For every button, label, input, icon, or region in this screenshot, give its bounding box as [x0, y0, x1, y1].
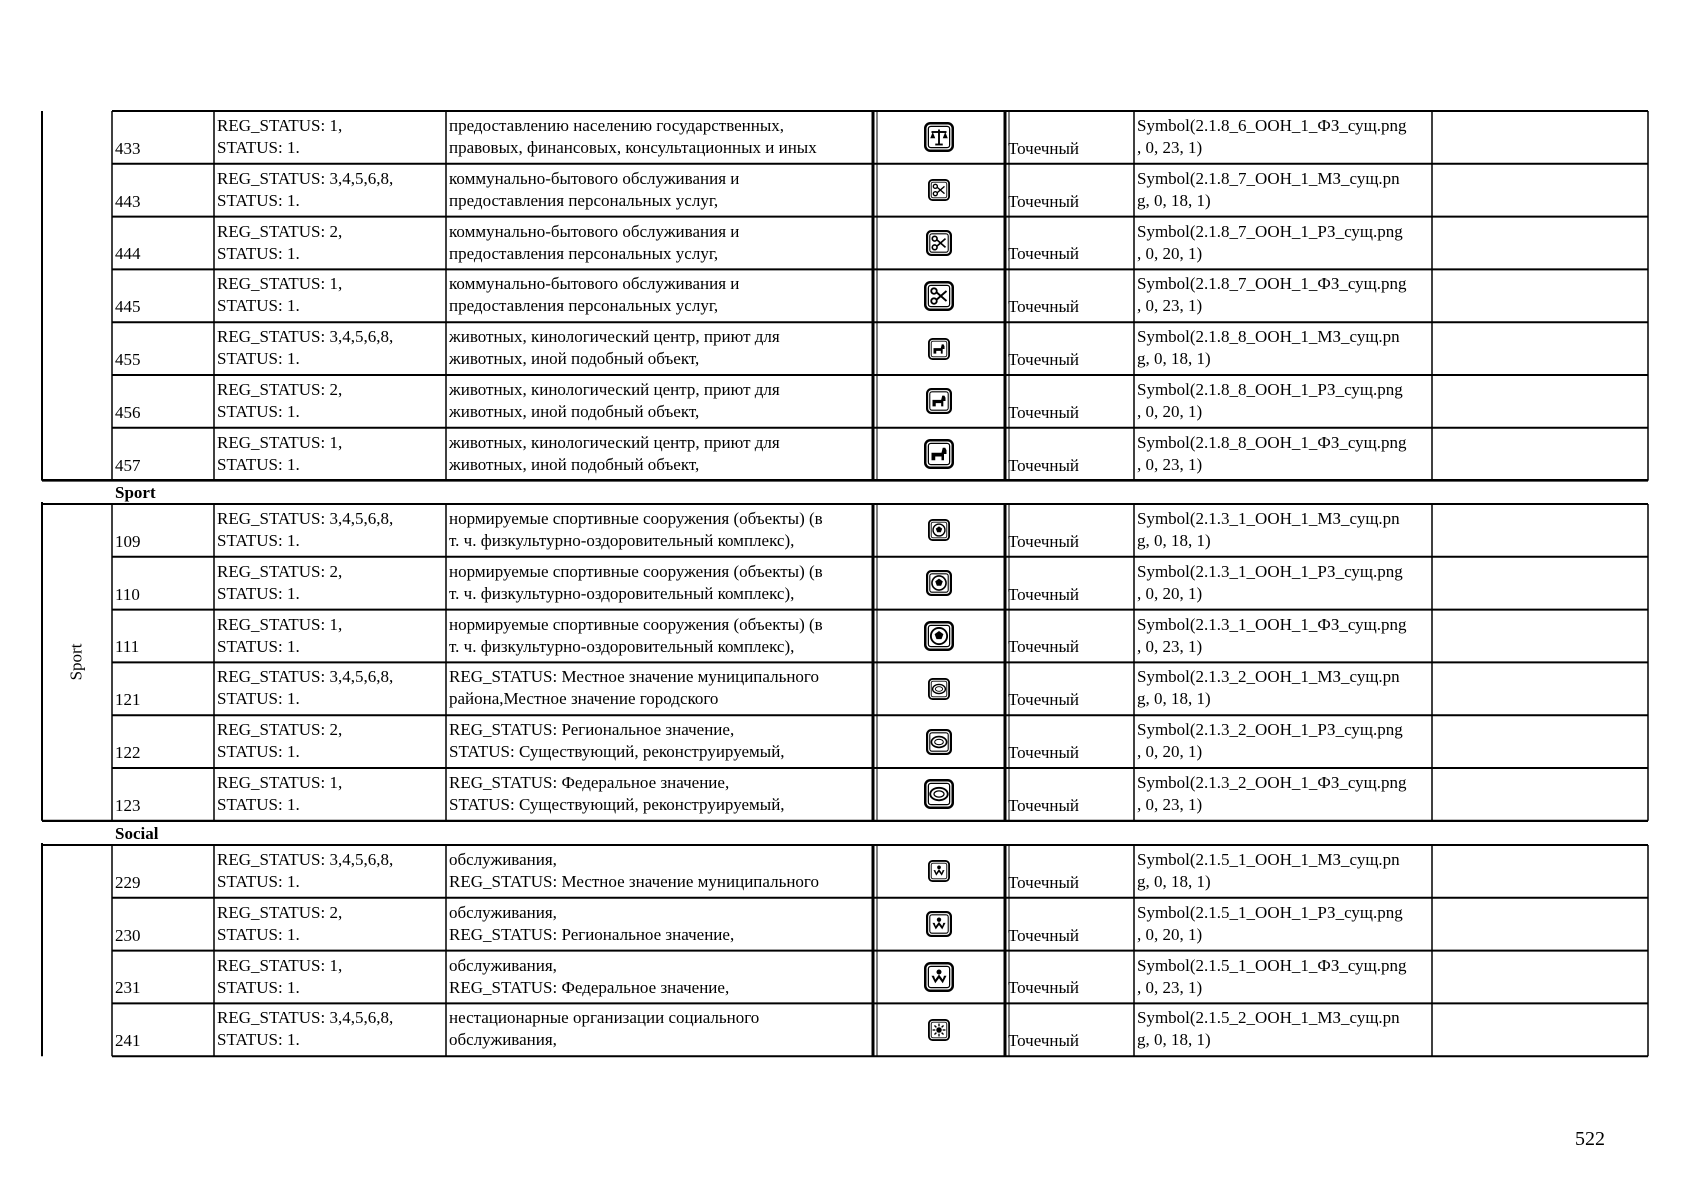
status-cell-line: REG_STATUS: 3,4,5,6,8,	[217, 850, 394, 869]
geometry-type-line: Точечный	[1008, 455, 1080, 475]
status-cell-line: STATUS: 1.	[217, 243, 300, 263]
status-cell-line: STATUS: 1.	[217, 924, 300, 944]
geometry-type-line: Точечный	[1008, 743, 1080, 762]
status-cell-line: REG_STATUS: 2,	[217, 380, 343, 399]
geometry-type-line: Точечный	[1008, 978, 1080, 998]
symbol-cell	[873, 662, 1005, 715]
geometry-type-line: Точечный	[1008, 1031, 1080, 1051]
row-id-line: 455	[115, 350, 141, 369]
description-cell-line: предоставления персональных услуг,	[449, 243, 719, 263]
row-id-line: 110	[115, 584, 140, 604]
status-cell-line: REG_STATUS: 2,	[217, 902, 343, 922]
row-id	[112, 243, 214, 267]
description-cell	[446, 273, 873, 322]
symbol-expression	[1134, 772, 1432, 821]
geometry-type	[1005, 636, 1134, 660]
description-cell	[446, 614, 873, 663]
row-id	[112, 977, 214, 1001]
symbol-expression	[1134, 561, 1432, 610]
description-cell-line: т. ч. физкультурно-оздоровительный комплекс),	[449, 531, 795, 550]
symbol-expression	[1134, 614, 1432, 663]
geometry-type	[1005, 977, 1134, 1001]
status-cell-line: REG_STATUS: 1,	[217, 614, 343, 634]
description-cell-line: т. ч. физкультурно-оздоровительный комплекс),	[449, 583, 795, 603]
symbol-expression	[1134, 221, 1432, 270]
geometry-type-line: Точечный	[1008, 690, 1080, 710]
status-cell-line: STATUS: 1.	[217, 1030, 300, 1050]
dog-icon	[928, 338, 950, 360]
status-cell-line: REG_STATUS: 2,	[217, 561, 343, 581]
description-cell	[446, 849, 873, 898]
hands-icon	[926, 911, 952, 937]
row-id	[112, 191, 214, 215]
symbol-expression	[1134, 955, 1432, 1004]
description-cell-line: правовых, финансовых, консультационных и иных	[449, 138, 817, 157]
status-cell-line: STATUS: 1.	[217, 977, 300, 997]
symbol-cell	[873, 111, 1005, 164]
symbol-expression-line: g, 0, 18, 1)	[1137, 531, 1211, 550]
status-cell-line: STATUS: 1.	[217, 138, 300, 157]
symbol-expression-line: Symbol(2.1.3_1_ООН_1_МЗ_сущ.pn	[1137, 509, 1400, 528]
stadium-icon	[926, 729, 952, 755]
description-cell-line: обслуживания,	[449, 850, 557, 869]
symbol-cell	[873, 217, 1005, 270]
row-id	[112, 455, 214, 479]
description-cell-line: обслуживания,	[449, 902, 557, 922]
description-cell	[446, 666, 873, 715]
status-cell-line: STATUS: 1.	[217, 795, 300, 814]
row-id	[112, 531, 214, 555]
symbol-cell	[873, 269, 1005, 322]
description-cell	[446, 168, 873, 217]
description-cell	[446, 902, 873, 951]
row-id-line: 443	[115, 191, 141, 211]
geometry-type-line: Точечный	[1008, 872, 1080, 892]
symbol-expression	[1134, 902, 1432, 951]
description-cell-line: REG_STATUS: Местное значение муниципального	[449, 667, 819, 687]
geometry-type-line: Точечный	[1008, 402, 1080, 422]
geometry-type	[1005, 243, 1134, 267]
status-cell-line: STATUS: 1.	[217, 872, 300, 891]
status-cell	[214, 115, 446, 164]
status-cell-line: STATUS: 1.	[217, 454, 300, 474]
description-cell-line: обслуживания,	[449, 1030, 557, 1050]
symbol-expression-line: , 0, 20, 1)	[1137, 583, 1203, 603]
geometry-type	[1005, 742, 1134, 766]
section-header-line: Social	[115, 824, 159, 843]
description-cell	[446, 955, 873, 1004]
status-cell-line: STATUS: 1.	[217, 689, 300, 709]
symbol-cell	[873, 428, 1005, 481]
description-cell-line: REG_STATUS: Региональное значение,	[449, 924, 735, 944]
description-cell-line: животных, иной подобный объект,	[449, 349, 700, 369]
row-id	[112, 584, 214, 608]
status-cell	[214, 955, 446, 1004]
ball-icon	[924, 621, 954, 651]
symbol-expression-line: Symbol(2.1.3_1_ООН_1_РЗ_сущ.png	[1137, 561, 1403, 581]
status-cell	[214, 432, 446, 481]
description-cell	[446, 772, 873, 821]
description-cell	[446, 508, 873, 557]
row-id-line: 121	[115, 690, 141, 710]
description-cell-line: животных, кинологический центр, приют для	[449, 432, 780, 452]
status-cell-line: REG_STATUS: 3,4,5,6,8,	[217, 509, 394, 528]
description-cell-line: коммунально-бытового обслуживания и	[449, 274, 740, 294]
geometry-type	[1005, 349, 1134, 373]
row-id-line: 456	[115, 402, 141, 422]
geometry-type	[1005, 795, 1134, 819]
symbol-expression	[1134, 849, 1432, 898]
description-cell-line: REG_STATUS: Местное значение муниципального	[449, 872, 819, 891]
row-id	[112, 138, 214, 162]
status-cell	[214, 221, 446, 270]
sun-icon	[928, 1019, 950, 1041]
symbol-expression-line: Symbol(2.1.5_1_ООН_1_РЗ_сущ.png	[1137, 902, 1403, 922]
geometry-type-line: Точечный	[1008, 244, 1080, 264]
symbol-expression-line: Symbol(2.1.8_8_ООН_1_ФЗ_сущ.png	[1137, 432, 1407, 452]
scissors-icon	[926, 230, 952, 256]
status-cell	[214, 666, 446, 715]
symbol-cell	[873, 504, 1005, 557]
geometry-type-line: Точечный	[1008, 531, 1080, 551]
hands-icon	[924, 962, 954, 992]
description-cell-line: нестационарные организации социального	[449, 1008, 760, 1028]
status-cell	[214, 719, 446, 768]
geometry-type	[1005, 455, 1134, 479]
row-id	[112, 296, 214, 320]
symbol-expression-line: g, 0, 18, 1)	[1137, 1030, 1211, 1050]
description-cell-line: нормируемые спортивные сооружения (объекты) (в	[449, 561, 823, 581]
symbol-expression	[1134, 719, 1432, 768]
status-cell-line: REG_STATUS: 3,4,5,6,8,	[217, 327, 394, 347]
symbol-cell	[873, 1003, 1005, 1056]
symbol-expression	[1134, 326, 1432, 375]
geometry-type	[1005, 872, 1134, 896]
geometry-type	[1005, 296, 1134, 320]
symbol-expression-line: Symbol(2.1.5_1_ООН_1_МЗ_сущ.pn	[1137, 850, 1400, 869]
symbol-cell	[873, 951, 1005, 1004]
row-id	[112, 795, 214, 819]
symbol-cell	[873, 845, 1005, 898]
description-cell-line: REG_STATUS: Региональное значение,	[449, 720, 735, 740]
scissors-icon	[928, 179, 950, 201]
status-cell	[214, 1007, 446, 1056]
section-header	[112, 823, 512, 845]
geometry-type-line: Точечный	[1008, 637, 1080, 657]
dog-icon	[924, 439, 954, 469]
symbol-expression-line: , 0, 23, 1)	[1137, 138, 1203, 157]
description-cell	[446, 326, 873, 375]
row-id	[112, 636, 214, 660]
description-cell-line: т. ч. физкультурно-оздоровительный комплекс),	[449, 636, 795, 656]
description-cell-line: коммунально-бытового обслуживания и	[449, 221, 740, 241]
geometry-type-line: Точечный	[1008, 925, 1080, 945]
geometry-type-line: Точечный	[1008, 584, 1080, 604]
geometry-type-line: Точечный	[1008, 795, 1080, 815]
symbol-cell	[873, 898, 1005, 951]
description-cell	[446, 719, 873, 768]
status-cell-line: STATUS: 1.	[217, 349, 300, 369]
symbol-cell	[873, 610, 1005, 663]
description-cell	[446, 1007, 873, 1056]
row-id-line: 229	[115, 872, 141, 892]
description-cell-line: предоставления персональных услуг,	[449, 296, 719, 316]
status-cell-line: REG_STATUS: 1,	[217, 116, 343, 135]
geometry-type	[1005, 689, 1134, 713]
symbol-expression-line: g, 0, 18, 1)	[1137, 349, 1211, 369]
status-cell	[214, 614, 446, 663]
status-cell-line: STATUS: 1.	[217, 190, 300, 210]
ball-icon	[926, 570, 952, 596]
geometry-type-line: Точечный	[1008, 191, 1080, 211]
row-id-line: 109	[115, 531, 141, 551]
status-cell-line: STATUS: 1.	[217, 583, 300, 603]
geometry-type-line: Точечный	[1008, 297, 1080, 317]
stadium-icon	[928, 678, 950, 700]
geometry-type	[1005, 531, 1134, 555]
symbol-cell	[873, 322, 1005, 375]
status-cell-line: REG_STATUS: 3,4,5,6,8,	[217, 168, 394, 188]
geometry-type	[1005, 191, 1134, 215]
description-cell-line: REG_STATUS: Федеральное значение,	[449, 773, 730, 792]
symbol-expression	[1134, 666, 1432, 715]
status-cell	[214, 772, 446, 821]
description-cell	[446, 221, 873, 270]
row-id-line: 230	[115, 925, 141, 945]
symbol-cell	[873, 557, 1005, 610]
row-id-line: 231	[115, 978, 141, 998]
scissors-icon	[924, 281, 954, 311]
symbol-expression-line: Symbol(2.1.5_1_ООН_1_ФЗ_сущ.png	[1137, 955, 1407, 975]
row-id	[112, 1030, 214, 1054]
symbol-expression	[1134, 379, 1432, 428]
section-header	[112, 482, 512, 504]
stadium-icon	[924, 779, 954, 809]
description-cell-line: предоставления персональных услуг,	[449, 190, 719, 210]
status-cell	[214, 273, 446, 322]
symbol-expression-line: Symbol(2.1.3_1_ООН_1_ФЗ_сущ.png	[1137, 614, 1407, 634]
row-id	[112, 872, 214, 896]
description-cell-line: REG_STATUS: Федеральное значение,	[449, 977, 730, 997]
description-cell-line: животных, кинологический центр, приют для	[449, 380, 780, 399]
symbol-expression-line: g, 0, 18, 1)	[1137, 872, 1211, 891]
symbol-expression-line: , 0, 20, 1)	[1137, 402, 1203, 421]
symbol-expression-line: Symbol(2.1.8_7_ООН_1_РЗ_сущ.png	[1137, 221, 1403, 241]
scales-icon	[924, 122, 954, 152]
symbol-expression-line: Symbol(2.1.8_8_ООН_1_РЗ_сущ.png	[1137, 380, 1403, 399]
symbol-expression-line: Symbol(2.1.8_6_ООН_1_ФЗ_сущ.png	[1137, 116, 1407, 135]
status-cell-line: REG_STATUS: 1,	[217, 274, 343, 294]
dog-icon	[926, 388, 952, 414]
status-cell-line: REG_STATUS: 1,	[217, 432, 343, 452]
symbol-expression-line: Symbol(2.1.3_2_ООН_1_РЗ_сущ.png	[1137, 720, 1403, 740]
symbol-expression-line: , 0, 20, 1)	[1137, 742, 1203, 762]
symbol-expression-line: , 0, 20, 1)	[1137, 243, 1203, 263]
status-cell-line: STATUS: 1.	[217, 742, 300, 762]
symbol-expression-line: Symbol(2.1.3_2_ООН_1_МЗ_сущ.pn	[1137, 667, 1400, 687]
status-cell-line: REG_STATUS: 1,	[217, 773, 343, 792]
description-cell	[446, 561, 873, 610]
status-cell-line: STATUS: 1.	[217, 296, 300, 316]
geometry-type	[1005, 584, 1134, 608]
description-cell-line: района,Местное значение городского	[449, 689, 719, 709]
symbol-cell	[873, 715, 1005, 768]
row-id-line: 123	[115, 795, 141, 815]
symbol-expression-line: , 0, 23, 1)	[1137, 977, 1203, 997]
status-cell-line: REG_STATUS: 2,	[217, 221, 343, 241]
symbol-expression	[1134, 273, 1432, 322]
description-cell-line: коммунально-бытового обслуживания и	[449, 168, 740, 188]
symbol-expression-line: , 0, 23, 1)	[1137, 454, 1203, 474]
row-id	[112, 402, 214, 426]
symbol-expression-line: , 0, 23, 1)	[1137, 296, 1203, 316]
symbol-expression	[1134, 115, 1432, 164]
status-cell-line: REG_STATUS: 1,	[217, 955, 343, 975]
description-cell-line: STATUS: Существующий, реконструируемый,	[449, 742, 785, 762]
symbol-expression-line: g, 0, 18, 1)	[1137, 190, 1211, 210]
page-number: 522	[1575, 1128, 1605, 1150]
geometry-type-line: Точечный	[1008, 138, 1080, 158]
geometry-type	[1005, 402, 1134, 426]
symbol-cell	[873, 164, 1005, 217]
status-cell-line: STATUS: 1.	[217, 402, 300, 421]
symbol-expression-line: , 0, 20, 1)	[1137, 924, 1203, 944]
description-cell	[446, 432, 873, 481]
status-cell-line: REG_STATUS: 3,4,5,6,8,	[217, 1008, 394, 1028]
status-cell	[214, 508, 446, 557]
symbol-cell	[873, 375, 1005, 428]
symbol-expression-line: Symbol(2.1.3_2_ООН_1_ФЗ_сущ.png	[1137, 773, 1407, 792]
status-cell-line: REG_STATUS: 3,4,5,6,8,	[217, 667, 394, 687]
description-cell-line: обслуживания,	[449, 955, 557, 975]
row-id	[112, 689, 214, 713]
description-cell-line: нормируемые спортивные сооружения (объекты) (в	[449, 509, 823, 528]
status-cell	[214, 902, 446, 951]
description-cell-line: животных, иной подобный объект,	[449, 454, 700, 474]
geometry-type-line: Точечный	[1008, 350, 1080, 369]
status-cell	[214, 168, 446, 217]
status-cell-line: REG_STATUS: 2,	[217, 720, 343, 740]
symbol-cell	[873, 768, 1005, 821]
status-cell-line: STATUS: 1.	[217, 531, 300, 550]
row-id-line: 122	[115, 743, 141, 762]
description-cell-line: предоставлению населению государственных,	[449, 116, 785, 135]
description-cell	[446, 115, 873, 164]
row-id-line: 445	[115, 297, 141, 317]
status-cell	[214, 561, 446, 610]
symbol-expression-line: Symbol(2.1.8_7_ООН_1_МЗ_сущ.pn	[1137, 168, 1400, 188]
status-cell	[214, 379, 446, 428]
symbol-expression-line: Symbol(2.1.8_7_ООН_1_ФЗ_сущ.png	[1137, 274, 1407, 294]
description-cell	[446, 379, 873, 428]
description-cell-line: нормируемые спортивные сооружения (объекты) (в	[449, 614, 823, 634]
row-id-line: 444	[115, 244, 141, 264]
status-cell	[214, 326, 446, 375]
symbol-expression	[1134, 1007, 1432, 1056]
geometry-type	[1005, 925, 1134, 949]
symbol-expression	[1134, 432, 1432, 481]
symbol-expression-line: g, 0, 18, 1)	[1137, 689, 1211, 709]
section-header-line: Sport	[115, 483, 156, 502]
symbol-expression-line: , 0, 23, 1)	[1137, 795, 1203, 814]
row-id	[112, 349, 214, 373]
symbol-expression-line: , 0, 23, 1)	[1137, 636, 1203, 656]
description-cell-line: животных, иной подобный объект,	[449, 402, 700, 421]
row-id-line: 241	[115, 1031, 141, 1051]
status-cell-line: STATUS: 1.	[217, 636, 300, 656]
symbol-expression	[1134, 168, 1432, 217]
group-label-sport: Sport	[66, 643, 86, 681]
row-id-line: 457	[115, 455, 141, 475]
description-cell-line: животных, кинологический центр, приют для	[449, 327, 780, 347]
description-cell-line: STATUS: Существующий, реконструируемый,	[449, 795, 785, 814]
status-cell	[214, 849, 446, 898]
symbol-expression-line: Symbol(2.1.8_8_ООН_1_МЗ_сущ.pn	[1137, 327, 1400, 347]
geometry-type	[1005, 1030, 1134, 1054]
row-id-line: 433	[115, 138, 141, 158]
row-id	[112, 742, 214, 766]
row-id	[112, 925, 214, 949]
row-id-line: 111	[115, 637, 140, 657]
hands-icon	[928, 860, 950, 882]
symbol-expression-line: Symbol(2.1.5_2_ООН_1_МЗ_сущ.pn	[1137, 1008, 1400, 1028]
symbol-expression	[1134, 508, 1432, 557]
ball-icon	[928, 519, 950, 541]
geometry-type	[1005, 138, 1134, 162]
